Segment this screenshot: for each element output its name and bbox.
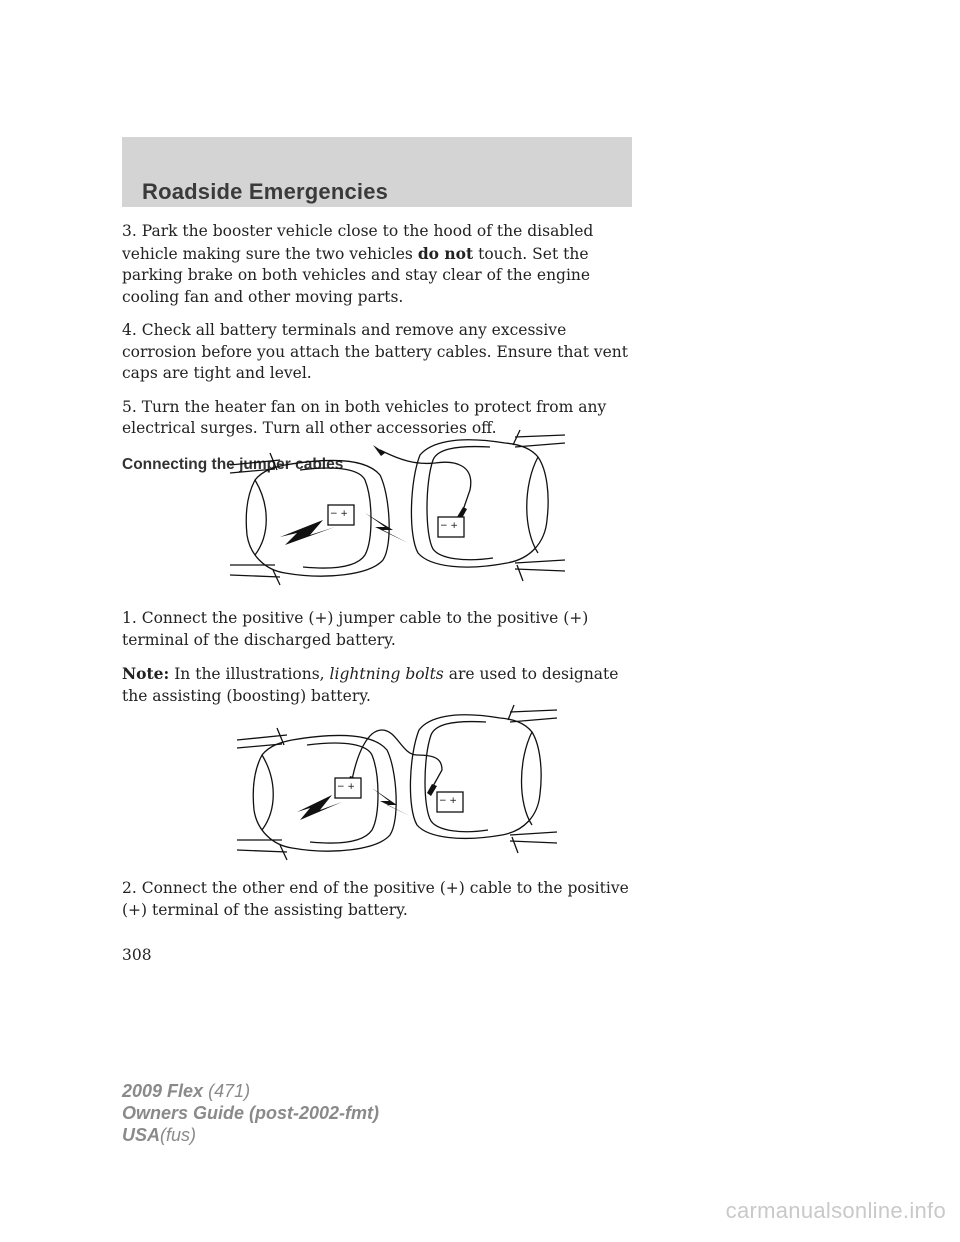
page-content-bottom <box>122 878 642 933</box>
jumper-cable <box>380 450 471 513</box>
jump-start-diagram-2 <box>232 700 562 865</box>
assisting-battery-terminals: − + <box>439 796 457 806</box>
left-car-hood-outline <box>246 460 389 576</box>
right-car-edge-lines <box>510 710 557 843</box>
section-title: Roadside Emergencies <box>142 179 389 204</box>
step-3-emphasis: do not <box>417 243 474 263</box>
footer-line-2: Owners Guide (post-2002-fmt) <box>122 1103 380 1123</box>
note-label: Note: <box>122 664 170 683</box>
step-3-text-b: touch. Set the parking brake on both vehicles and stay clear of the engine cooling fan and other moving parts. <box>122 244 591 306</box>
lightning-bolt-icon <box>280 520 335 545</box>
step-4: 4. Check all battery terminals and remove any excessive corrosion before you attach the battery cables. Ensure that vent caps are tight and level. <box>122 321 628 382</box>
jumper-illustration-2 <box>232 700 562 865</box>
left-car-hood-outline <box>253 735 396 851</box>
step-3-text-a: 3. Park the booster vehicle close to the hood of the disabled vehicle making sure the two vehicles <box>122 222 594 263</box>
step-3 <box>122 221 642 308</box>
left-car-windshield <box>255 480 266 555</box>
footer-model-code: (471) <box>208 1081 251 1101</box>
left-car-windshield <box>262 755 273 830</box>
cable-clamp-icon <box>373 445 385 456</box>
footer-line-3 <box>122 1124 379 1146</box>
footer-market: USA <box>122 1125 161 1145</box>
right-car-windshield <box>527 457 538 553</box>
section-header-band <box>122 137 632 207</box>
cable-clamp-battery-icon <box>427 784 437 796</box>
note-text-b: are used to designate the assisting (boosting) battery. <box>122 665 619 705</box>
document-footer <box>122 1080 379 1146</box>
note-text-a: In the illustrations, <box>174 665 325 683</box>
lightning-bolt-icon <box>297 795 342 820</box>
footer-model: 2009 Flex <box>122 1081 204 1101</box>
step-1: 1. Connect the positive (+) jumper cable to the positive (+) terminal of the discharged battery. <box>122 609 589 649</box>
right-car-inner-outline <box>427 447 493 560</box>
right-car-edge-lines <box>515 435 565 571</box>
left-car-edge-lines <box>237 735 287 852</box>
right-car-inner-outline <box>425 722 488 832</box>
left-car-edge-lines <box>230 460 280 577</box>
lightning-bolt-icon <box>365 513 408 543</box>
disabled-battery-terminals: − + <box>330 509 348 519</box>
step-2: 2. Connect the other end of the positive (+) cable to the positive (+) terminal of the assisting battery. <box>122 879 629 919</box>
jump-start-diagram-1 <box>225 425 570 595</box>
step-5: 5. Turn the heater fan on in both vehicles to protect from any electrical surges. Turn all other accessories off. <box>122 397 607 437</box>
jumper-illustration-1 <box>225 425 570 595</box>
disabled-battery-terminals: − + <box>337 782 355 792</box>
assisting-battery-terminals: − + <box>440 521 458 531</box>
footer-line-1 <box>122 1080 379 1102</box>
footer-market-code: (fus) <box>160 1125 197 1145</box>
page-number: 308 <box>122 946 152 964</box>
note-emphasis: lightning bolts <box>329 665 444 683</box>
subheading-connecting-cables: Connecting the jumper cables <box>122 455 344 473</box>
right-car-windshield <box>522 732 533 825</box>
watermark: carmanualsonline.info <box>725 1198 946 1223</box>
